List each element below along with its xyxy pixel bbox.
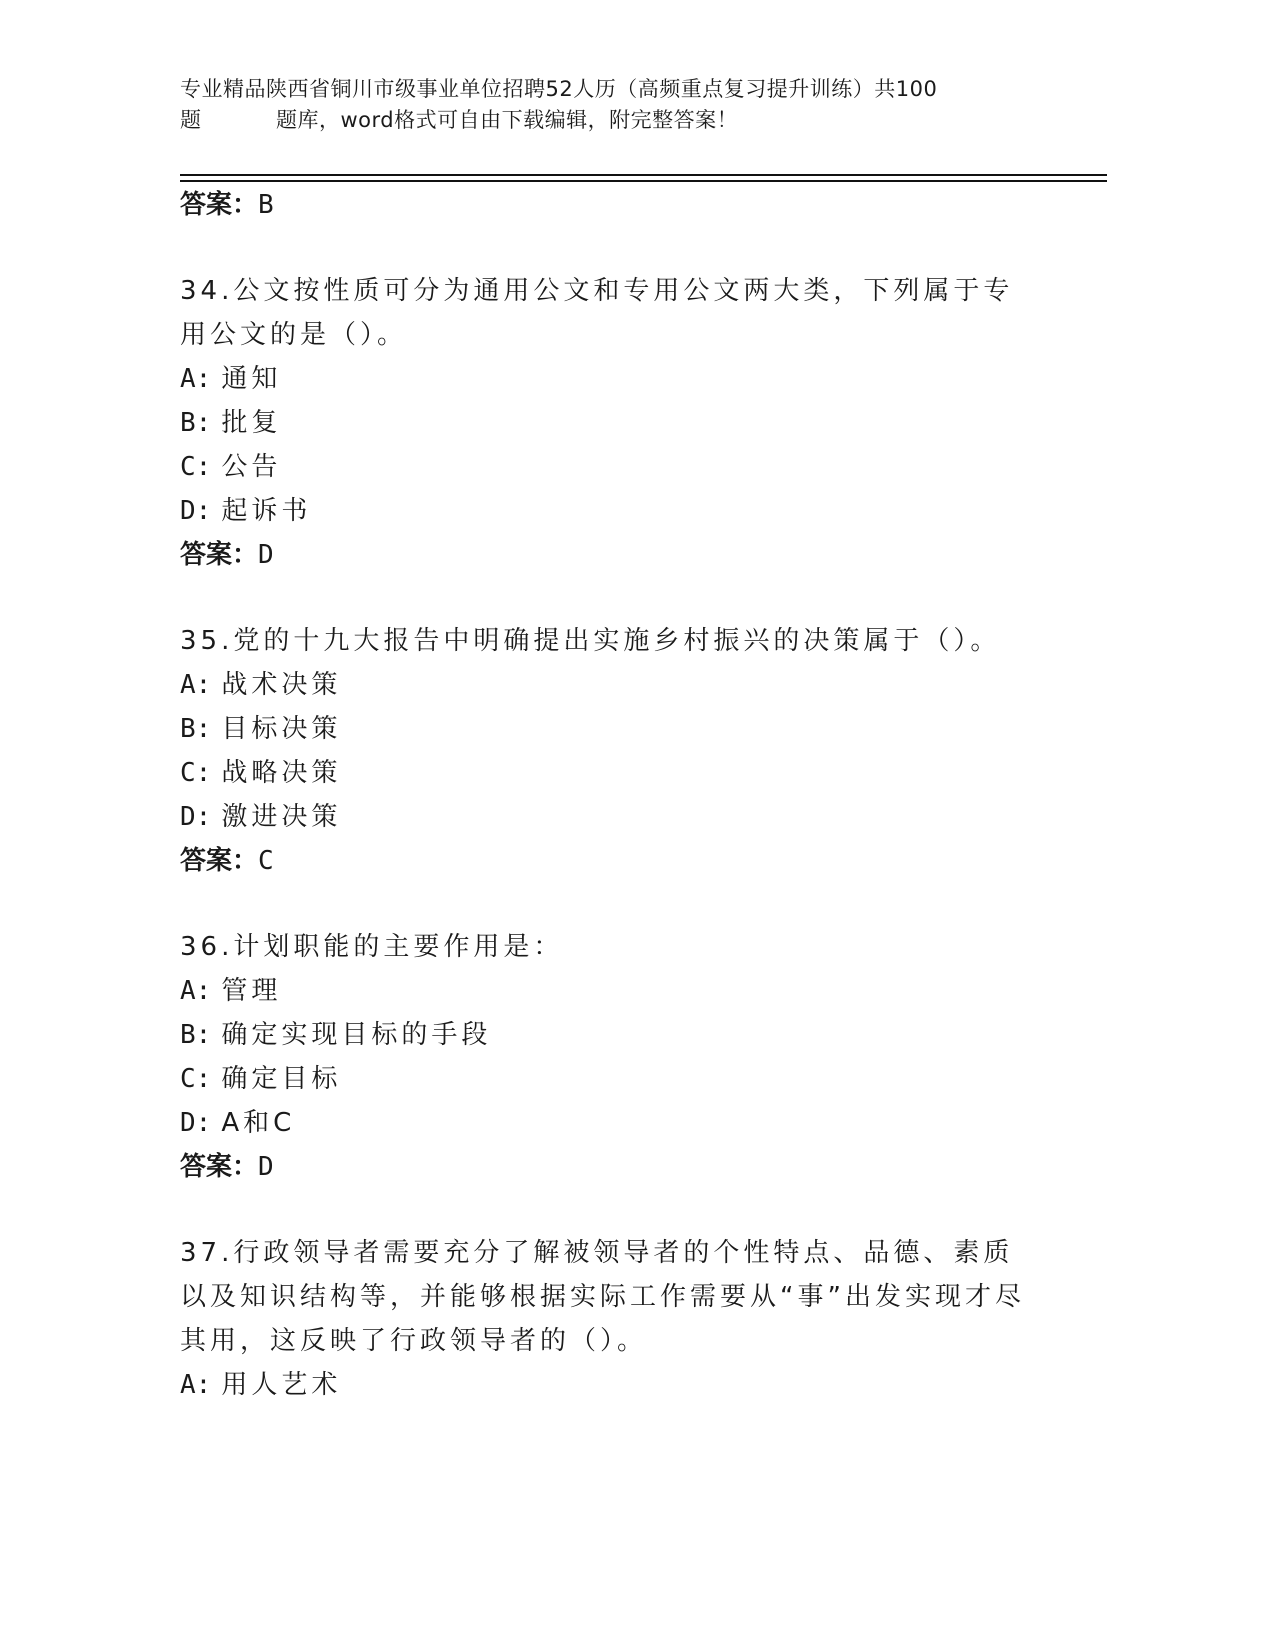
option-b — [180, 401, 1040, 445]
question-stem: 35.党的十九大报告中明确提出实施乡村振兴的决策属于（）。 — [180, 626, 1001, 656]
document-body — [180, 183, 1040, 1407]
question-block-36 — [180, 925, 1040, 1189]
option-letter: D: — [180, 1108, 212, 1138]
answer-line-previous — [180, 183, 1040, 227]
header-divider-bottom — [180, 180, 1107, 182]
answer-line — [180, 839, 1040, 883]
option-text: 战术决策 — [221, 670, 342, 700]
option-letter: A: — [180, 1370, 212, 1400]
answer-line — [180, 1145, 1040, 1189]
answer-value: B — [258, 190, 274, 220]
answer-value: C — [258, 846, 274, 876]
question-stem: 34.公文按性质可分为通用公文和专用公文两大类，下列属于专用公文的是（）。 — [180, 276, 1014, 350]
answer-label: 答案： — [180, 190, 259, 220]
option-text: 批复 — [221, 408, 282, 438]
option-c — [180, 445, 1040, 489]
question-block-34 — [180, 269, 1040, 577]
option-a — [180, 663, 1040, 707]
option-letter: C: — [180, 452, 212, 482]
answer-line — [180, 533, 1040, 577]
option-text: A和C — [221, 1108, 296, 1138]
option-text: 起诉书 — [221, 496, 312, 526]
option-text: 确定目标 — [221, 1064, 342, 1094]
answer-label: 答案： — [180, 1152, 259, 1182]
header-subtitle: 题库，word格式可自由下载编辑，附完整答案！ — [276, 108, 739, 132]
option-letter: C: — [180, 1064, 212, 1094]
option-d — [180, 795, 1040, 839]
option-text: 管理 — [221, 976, 282, 1006]
option-text: 公告 — [221, 452, 282, 482]
option-letter: C: — [180, 758, 212, 788]
option-b — [180, 707, 1040, 751]
option-a — [180, 969, 1040, 1013]
option-letter: B: — [180, 1020, 212, 1050]
answer-label: 答案： — [180, 846, 259, 876]
option-text: 通知 — [221, 364, 282, 394]
answer-value: D — [258, 540, 274, 570]
question-stem: 36.计划职能的主要作用是： — [180, 932, 564, 962]
option-text: 目标决策 — [221, 714, 342, 744]
option-letter: A: — [180, 976, 212, 1006]
header-title: 专业精品陕西省铜川市级事业单位招聘52人历（高频重点复习提升训练）共100 — [180, 77, 938, 101]
option-letter: D: — [180, 802, 212, 832]
option-letter: D: — [180, 496, 212, 526]
option-letter: B: — [180, 714, 212, 744]
header-title-continued: 题 — [180, 108, 202, 132]
option-c — [180, 751, 1040, 795]
option-a — [180, 357, 1040, 401]
option-c — [180, 1057, 1040, 1101]
option-d — [180, 489, 1040, 533]
header-line-1 — [180, 74, 1100, 105]
option-text: 激进决策 — [221, 802, 342, 832]
document-header — [180, 74, 1100, 136]
answer-value: D — [258, 1152, 274, 1182]
option-text: 战略决策 — [221, 758, 342, 788]
option-b — [180, 1013, 1040, 1057]
question-block-37 — [180, 1231, 1040, 1407]
question-stem: 37.行政领导者需要充分了解被领导者的个性特点、品德、素质以及知识结构等，并能够根据实际工作需要从“事”出发实现才尽其用，这反映了行政领导者的（）。 — [180, 1238, 1025, 1356]
option-a — [180, 1363, 1040, 1407]
option-d — [180, 1101, 1040, 1145]
option-text: 确定实现目标的手段 — [221, 1020, 492, 1050]
header-line-2 — [180, 105, 1100, 136]
option-text: 用人艺术 — [221, 1370, 342, 1400]
option-letter: A: — [180, 670, 212, 700]
question-block-35 — [180, 619, 1040, 883]
option-letter: B: — [180, 408, 212, 438]
answer-label: 答案： — [180, 540, 259, 570]
option-letter: A: — [180, 364, 212, 394]
header-divider-top — [180, 174, 1107, 176]
